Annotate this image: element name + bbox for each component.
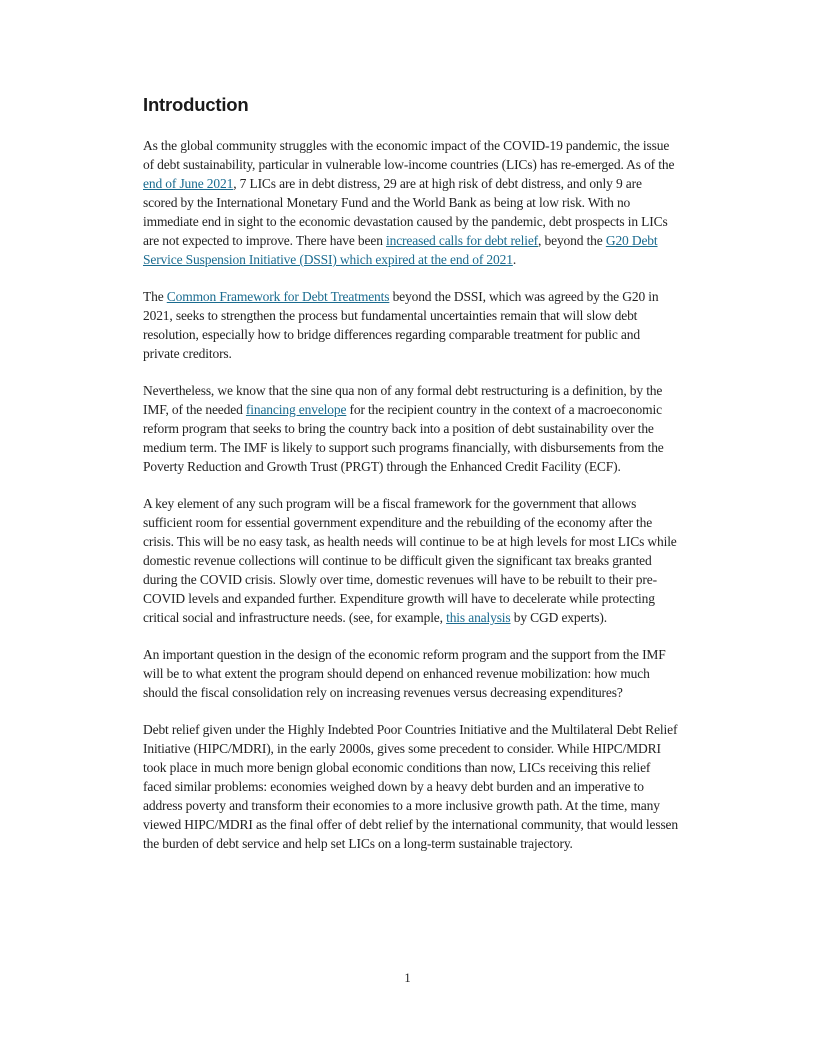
section-title: Introduction — [143, 94, 249, 115]
paragraph-5: An important question in the design of the economic reform program and the support from the IMF will be to what extent the program should depend on enhanced revenue mobilization: how much should the fiscal consolidation rely on increasing revenues versus decreasing expenditures? — [143, 647, 666, 700]
paragraph-text: by CGD experts). — [510, 610, 607, 625]
paragraph-text: beyond the DSSI, which was agreed by the G20 in 2021, seeks to strengthen the process but fundamental uncertainties remain that will slow debt resolution, especially how to bridge differences regarding comparable treatment for public and private creditors. — [143, 289, 659, 361]
link-end-of-june-2021[interactable]: end of June 2021 — [143, 176, 234, 191]
paragraph-1 — [143, 136, 678, 269]
link-common-framework[interactable]: Common Framework for Debt Treatments — [166, 289, 390, 304]
link-g20-dssi[interactable]: G20 Debt Service Suspension Initiative (DSSI) which expired at the end of 2021 — [143, 233, 658, 267]
paragraph-text: The — [143, 289, 167, 304]
link-financing-envelope[interactable]: financing envelope — [245, 402, 347, 417]
paragraph-text: As the global community struggles with the economic impact of the COVID-19 pandemic, the issue of debt sustainability, particular in vulnerable low-income countries (LICs) has re-emerged. As of the — [143, 138, 675, 172]
paragraph-text: , 7 LICs are in debt distress, 29 are at high risk of debt distress, and only 9 are scored by the International Monetary Fund and the World Bank as being at low risk. With no immediate end in sight to the economic devastation caused by the pandemic, debt prospects in LICs are not expected to improve. There have been — [143, 176, 668, 248]
paragraph-text: A key element of any such program will be a fiscal framework for the government that allows sufficient room for essential government expenditure and the rebuilding of the economy after the crisis. This will be no easy task, as health needs will continue to be at high levels for most LICs while domestic revenue collections will continue to be difficult given the significant tax breaks granted during the COVID crisis. Slowly over time, domestic revenues will have to be rebuilt to their pre-COVID levels and expanded further. Expenditure growth will have to decelerate while protecting critical social and infrastructure needs. (see, for example, — [143, 496, 677, 625]
link-increased-calls-for-debt-relief[interactable]: increased calls for debt relief — [386, 233, 539, 248]
paragraph-text: for the recipient country in the context of a macroeconomic reform program that seeks to bring the country back into a position of debt sustainability over the medium term. The IMF is likely to support such programs financially, with disbursements from the Poverty Reduction and Growth Trust (PRGT) through the Enhanced Credit Facility (ECF). — [143, 402, 664, 474]
document-page — [143, 94, 678, 871]
paragraph-text: , beyond the — [538, 233, 606, 248]
paragraph-4 — [143, 494, 678, 627]
paragraph-6: Debt relief given under the Highly Indebted Poor Countries Initiative and the Multilateral Debt Relief Initiative (HIPC/MDRI), in the early 2000s, gives some precedent to consider. While HIPC/MDRI took place in much more benign global economic conditions than now, LICs receiving this relief faced similar problems: economies weighed down by a heavy debt burden and an imperative to address poverty and transform their economies to a more inclusive growth path. At the time, many viewed HIPC/MDRI as the final offer of debt relief by the international community, that would lessen the burden of debt service and help set LICs on a long-term sustainable trajectory. — [143, 722, 678, 851]
paragraph-3 — [143, 381, 678, 476]
paragraph-text: . — [512, 252, 517, 267]
paragraph-2 — [143, 287, 678, 363]
link-this-analysis[interactable]: this analysis — [446, 610, 511, 625]
page-number: 1 — [404, 971, 411, 985]
paragraph-text: Nevertheless, we know that the sine qua non of any formal debt restructuring is a definition, by the IMF, of the needed — [143, 383, 663, 417]
